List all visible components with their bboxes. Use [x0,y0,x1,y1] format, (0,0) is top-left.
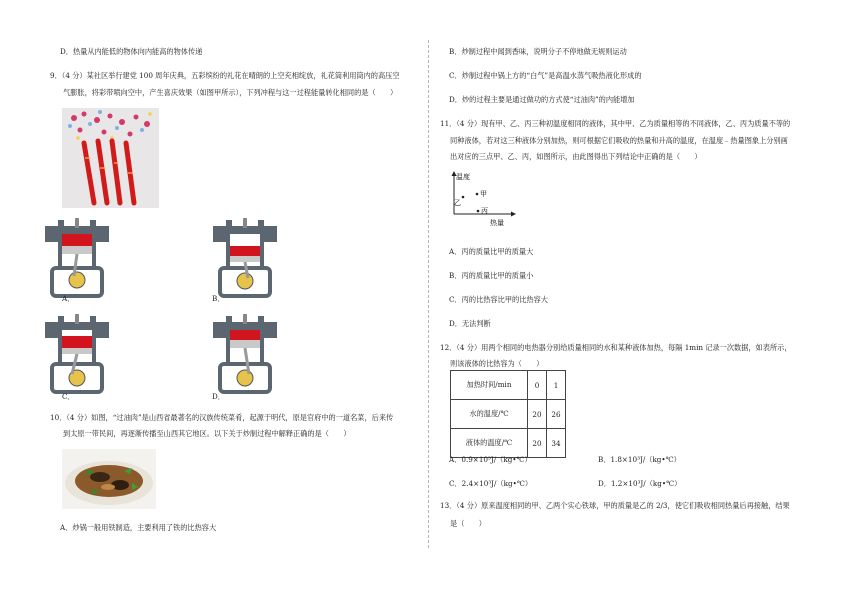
table-row [451,429,566,458]
q10-option-b: B．炒制过程中闻到香味，说明分子不停地做无规则运动 [449,47,627,56]
q11-option-d: D．无法判断 [449,319,491,328]
q12-option-b: B．1.8×10³J/（kg•℃） [598,455,681,464]
q11-option-c: C．丙的比热容比甲的比热容大 [449,295,548,304]
temp-heat-graph [446,170,526,228]
q11-stem-line2: 同种液体，若对这三种液体分别加热，则可根据它们吸收的热量和升高的温度，在温度﹣热量图象上分别画 [450,136,788,145]
engine-diagram-b [212,218,278,298]
table-cell: 20 [528,400,547,429]
table-cell: 0 [528,371,547,400]
q13-stem-line2: 是（ ） [450,519,486,528]
q12-stem-line2: 则该液体的比热容为（ ） [450,359,544,368]
q9-option-d: D． [212,392,225,401]
q12-option-c: C．2.4×10³J/（kg•℃） [449,479,533,488]
table-cell: 20 [528,429,547,458]
engine-diagram-d [212,314,278,394]
q11-option-b: B．丙的质量比甲的质量小 [449,271,534,280]
q12-option-a: A．0.9×10³J/（kg•℃） [449,455,532,464]
q10-stem-line2: 到太原一带民间，再逐渐传播至山西其它地区。以下关于炒制过程中解释正确的是（ ） [63,429,351,438]
dish-photo [62,449,156,509]
q9-option-b: B． [212,294,225,303]
q12-data-table [450,370,566,458]
graph-point-jia: 甲 [480,190,487,198]
table-cell: 水的温度/℃ [451,400,528,429]
engine-diagram-c [44,314,110,394]
q10-option-d: D．炒的过程主要是通过做功的方式使“过油肉”的内能增加 [449,95,635,104]
q10-option-a: A．炒锅一般用铁制造，主要利用了铁的比热容大 [60,523,217,532]
table-cell: 34 [547,429,566,458]
fireworks-image [62,108,159,208]
q9-option-a: A． [62,294,75,303]
q10-stem-line1: 10．（4 分）如图，“过油肉”是山西省最著名的汉族传统菜肴，起源于明代，原是官府中的一道名菜，后来传 [50,413,394,422]
q13-stem-line1: 13．（4 分）原来温度相同的甲、乙两个实心铁球，甲的质量是乙的 2/3，使它们吸收相同热量后再接触，结果 [440,501,790,510]
q12-stem-line1: 12．（4 分）用两个相同的电热器分别给质量相同的水和某种液体加热，每隔 1min 记录一次数据，如表所示， [440,343,792,352]
table-row [451,400,566,429]
q9-stem-line2: 气膨胀，将彩带喷向空中，产生喜庆效果（如图甲所示），下列冲程与这一过程能量转化相同的是（ ） [63,88,398,97]
graph-point-yi: 乙 [454,199,461,207]
q8-option-d: D．热量从内能低的物体向内能高的物体传递 [60,47,203,56]
q12-option-d: D．1.2×10³J/（kg•℃） [598,479,682,488]
table-cell: 1 [547,371,566,400]
q11-option-a: A．丙的质量比甲的质量大 [449,247,534,256]
q10-option-c: C．炒制过程中锅上方的“白气”是高温水蒸气吸热液化形成的 [449,71,642,80]
table-cell: 26 [547,400,566,429]
q9-option-c: C． [62,392,75,401]
table-cell: 液体的温度/℃ [451,429,528,458]
graph-ylabel: 温度 [456,173,470,181]
graph-point-bing: 丙 [481,207,488,215]
graph-xlabel: 热量 [490,219,504,227]
table-cell: 加热时间/min [451,371,528,400]
table-row [451,371,566,400]
q9-stem-line1: 9．（4 分）某社区举行建党 100 周年庆典，五彩缤纷的礼花在晴朗的上空充相绽放，礼花筒利用筒内的高压空 [50,71,400,80]
q11-stem-line3: 出对应的三点甲、乙、丙，如图所示，由此图得出下列结论中正确的是（ ） [450,152,702,161]
q11-stem-line1: 11．（4 分）现有甲、乙、丙三种初温度相同的液体，其中甲、乙为质量相等的不同液体，乙、丙为质量不等的 [440,119,791,128]
engine-diagram-a [44,218,110,298]
column-divider [428,40,429,548]
